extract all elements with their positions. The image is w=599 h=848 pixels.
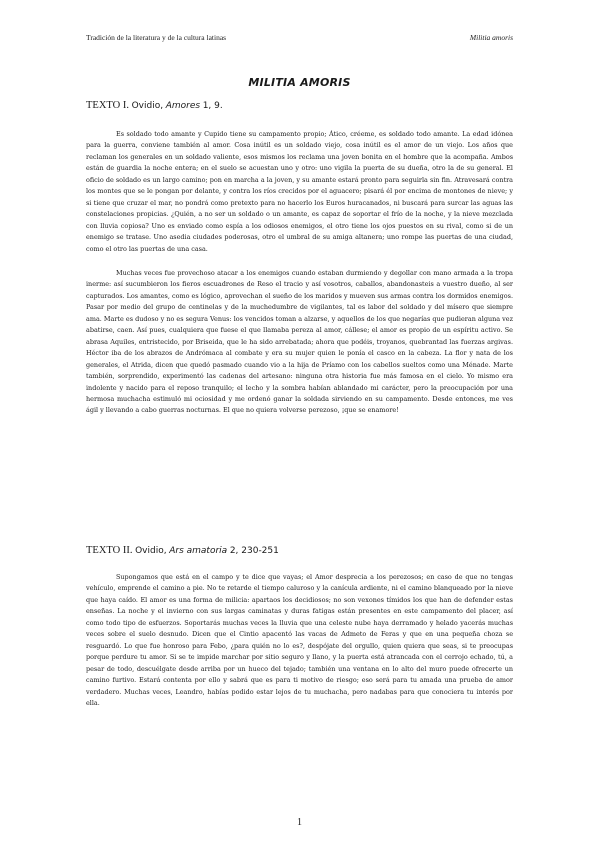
section-reference: 2, 230-251 xyxy=(229,546,279,556)
section-label: TEXTO I. xyxy=(86,100,129,111)
section-author: Ovidio, xyxy=(135,546,167,556)
paragraph: Muchas veces fue provechoso atacar a los enemigos cuando estaban durmiendo y degollar con mano armada a la tropa inerme: así sucumbieron los fieros escuadrones de Reso el tracio y así vosotros, caballos, abandonasteis a vuestro dueño, al ser capturados. Los amantes, como es lógico, aprovechan el sueño de los maridos y mueven sus armas contra los dormidos enemigos. Pasar por medio del grupo de centinelas y de la muchedumbre de vigilantes, tal es labor del soldado y del mísero que siempre ama. Marte es dudoso y no es segura Venus: los vencidos toman a alzarse, y aquellos de los que negarías que pudieran alguna vez abatirse, caen. Así pues, cualquiera que fuese el que llamaba pereza al amor, cállese; el amor es propio de un espíritu activo. Se abrasa Aquiles, entristecido, por Briseida, que le ha sido arrebatada; ahora que podéis, troyanos, quebrantad las fuerzas argivas. Héctor iba de los abrazos de Andrómaca al combate y era su mujer quien le ponía el casco en la cabeza. La flor y nata de los generales, el Atrida, dicen que quedó pasmado cuando vio a la hija de Príamo con los cabellos sueltos como una Ménade. Marte también, sorprendido, experimentó las cadenas del artesano: ninguna otra historia fue más famosa en el cielo. Yo mismo era indolente y nacido para el reposo tranquilo; el lecho y la sombra habían ablandado mi carácter, pero la preocupación por una hermosa muchacha estimuló mi ociosidad y me ordenó ganar la soldada sirviendo en su campamento. Desde entonces, me ves ágil y llevando a cabo guerras nocturnas. El que no quiera volverse perezoso, ¡que se enamore! xyxy=(86,268,513,415)
page-number: 1 xyxy=(297,817,302,828)
running-header-left: Tradición de la literatura y de la cultura latinas xyxy=(86,33,227,42)
paragraph: Supongamos que está en el campo y te dice que vayas; el Amor desprecia a los perezosos; en caso de que no tengas vehículo, emprende el camino a pie. No te retarde el tiempo caluroso y la canícula ardiente, ni el camino blanqueado por la nieve que haya caído. El amor es una forma de milicia: apartaos los decidiosos; no son vexones tímidos los que han de defender estas enseñas. La noche y el invierno con sus largas caminatas y duras fatigas están presentes en este campamento del placer, así como todo tipo de esfuerzos. Soportarás muchas veces la lluvia que una celeste nube haya derramado y helado yacerás muchas veces sobre el suelo desnudo. Dicen que el Cintio apacentó las vacas de Admeto de Feras y que en una pequeña choza se resguardó. Lo que fue honroso para Febo, ¿para quién no lo es?, despójate del orgullo, quien quiera que seas, si te preocupas porque perdure tu amor. Si se te impide marchar por sitio seguro y llano, y la puerta está atrancada con el cerrojo echado, tú, a pesar de todo, descuélgate desde arriba por un hueco del tejado; también una ventana en lo alto del muro puede ofrecerte un camino furtivo. Estará contenta por ello y sabrá que es para ti motivo de riesgo; eso será para tu amada una prueba de amor verdadero. Muchas veces, Leandro, habías podido estar lejos de tu muchacha, pero nadabas para que conociera tu interés por ella. xyxy=(86,573,513,707)
document-title: MILITIA AMORIS xyxy=(248,76,351,89)
section-2-body xyxy=(86,572,513,709)
section-heading-2 xyxy=(86,545,513,556)
section-work: Ars amatoria xyxy=(169,546,228,556)
running-header xyxy=(86,33,513,45)
section-reference: 1, 9. xyxy=(202,101,223,111)
section-label: TEXTO II. xyxy=(86,545,133,556)
running-header-right: Militia amoris xyxy=(469,33,513,42)
paragraph: Es soldado todo amante y Cupido tiene su campamento propio; Ático, créeme, es soldado todo amante. La edad idónea para la guerra, conviene también al amor. Cosa inútil es un soldado viejo, cosa inútil es el amor de un viejo. Los años que reclaman los generales en un soldado valiente, esos mismos los reclama una joven bonita en el hombre que la acompaña. Ambos están de guardia la noche entera; en el suelo se acuestan uno y otro: uno vigila la puerta de su dueña, otro la de su general. El oficio de soldado es un largo camino; pon en marcha a la joven, y su amante estará pronto para seguirla sin fin. Atravesará contra los montes que se le pongan por delante, y contra los ríos crecidos por el aguacero; pisará él por encima de montones de nieve; y si tiene que cruzar el mar, no pondrá como pretexto para no hacerlo los Euros huracanados, ni buscará para surcar las aguas las constelaciones propicias. ¿Quién, a no ser un soldado o un amante, es capaz de soportar el frío de la noche, y la nieve mezclada con lluvia copiosa? Uno es enviado como espía a los odiosos enemigos, el otro tiene los ojos puestos en su rival, como si de un enemigo se tratase. Uno asedia ciudades poderosas, otro el umbral de su amiga altanera; uno rompe las puertas de una ciudad, como el otro las puertas de una casa. xyxy=(86,130,513,253)
section-author: Ovidio, xyxy=(131,101,164,111)
section-heading-1 xyxy=(86,100,513,111)
section-work: Amores xyxy=(165,101,201,111)
section-1-body xyxy=(86,129,513,417)
